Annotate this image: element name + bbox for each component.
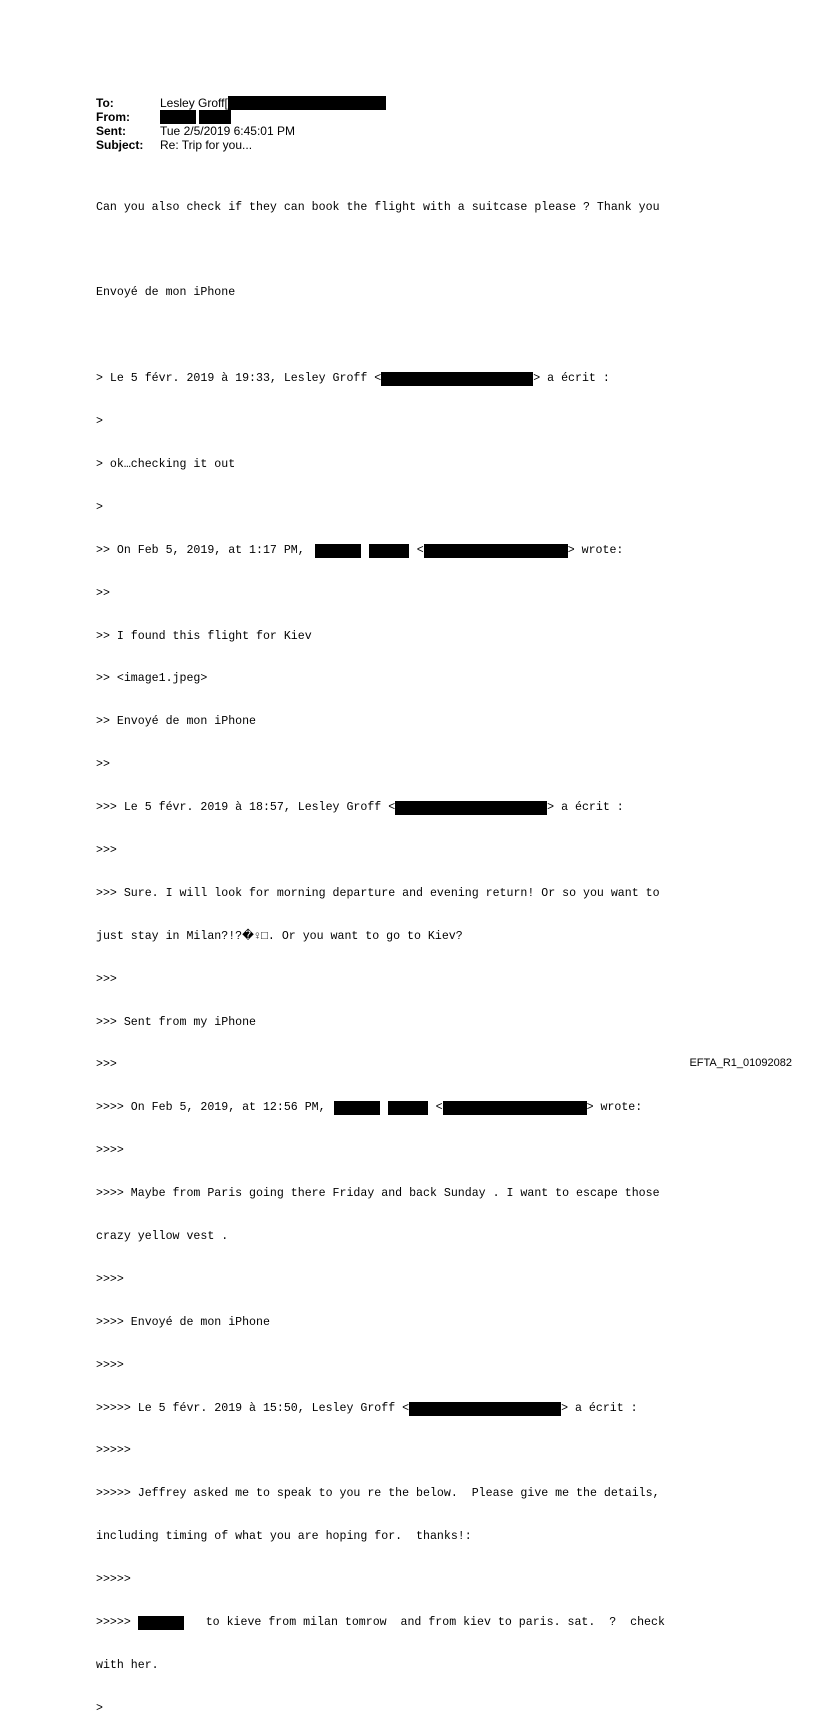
body-line: Can you also check if they can book the flight with a suitcase please ? Thank you: [96, 200, 660, 214]
redaction-bar: [443, 1101, 587, 1115]
quote-line: >>>>: [96, 1358, 124, 1372]
quote-line: >>>>>: [96, 1573, 131, 1587]
redaction-bar: [424, 544, 568, 558]
quote-line: >: [96, 1701, 103, 1715]
email-body: [96, 172, 736, 1730]
from-label: From:: [96, 110, 130, 124]
quote-line: crazy yellow vest .: [96, 1229, 229, 1243]
body-line: Envoyé de mon iPhone: [96, 286, 236, 300]
redaction-bar: [334, 1101, 380, 1115]
quote-line: >>>>: [96, 1144, 124, 1158]
redaction-bar: [160, 110, 196, 124]
quote-line: >>> Sure. I will look for morning departure and evening return! Or so you want to: [96, 886, 660, 900]
quote-line: just stay in Milan?!?�♀□. Or you want to go to Kiev?: [96, 929, 463, 943]
to-row: [96, 96, 386, 110]
from-value: [160, 110, 231, 124]
quote-line: >>>>>: [96, 1444, 131, 1458]
to-value: [160, 96, 386, 110]
from-row: [96, 110, 386, 124]
sent-label: Sent:: [96, 124, 126, 138]
sent-value: Tue 2/5/2019 6:45:01 PM: [160, 124, 295, 138]
quote-line: >: [96, 415, 103, 429]
sent-row: [96, 124, 386, 138]
quote-line: >>>> Envoyé de mon iPhone: [96, 1315, 270, 1329]
quote-line: >>: [96, 758, 110, 772]
quote-line: >>> Sent from my iPhone: [96, 1015, 257, 1029]
quote-line: >>>: [96, 843, 117, 857]
quote-line: >>>> Maybe from Paris going there Friday and back Sunday . I want to escape those: [96, 1187, 660, 1201]
redaction-bar: [395, 801, 547, 815]
subject-row: [96, 138, 386, 152]
quote-line: > ok…checking it out: [96, 457, 236, 471]
quote-line: >> Envoyé de mon iPhone: [96, 715, 257, 729]
quote-line: >> I found this flight for Kiev: [96, 629, 312, 643]
redaction-bar: [315, 544, 361, 558]
quote-line: >>>>> to kieve from milan tomrow and from kiev to paris. sat. ? check: [96, 1615, 665, 1629]
redaction-bar: [369, 544, 409, 558]
redaction-bar: [138, 1616, 184, 1630]
redaction-bar: [381, 372, 533, 386]
email-header: [96, 96, 386, 152]
quote-line: >>: [96, 586, 110, 600]
quote-line: >>>>: [96, 1272, 124, 1286]
document-id: EFTA_R1_01092082: [689, 1057, 792, 1069]
subject-label: Subject:: [96, 138, 144, 152]
redaction-bar: [388, 1101, 428, 1115]
quote-line: > Le 5 févr. 2019 à 19:33, Lesley Groff < > a écrit :: [96, 372, 610, 386]
quote-line: with her.: [96, 1658, 159, 1672]
quote-line: >>>> On Feb 5, 2019, at 12:56 PM, < > wrote:: [96, 1101, 643, 1115]
quote-line: >>>>> Jeffrey asked me to speak to you re the below. Please give me the details,: [96, 1487, 660, 1501]
quote-line: >> On Feb 5, 2019, at 1:17 PM, < > wrote:: [96, 543, 624, 557]
to-label: To:: [96, 96, 114, 110]
quote-line: >>>: [96, 972, 117, 986]
quote-line: >>>: [96, 1058, 117, 1072]
quote-line: >>>>> Le 5 févr. 2019 à 15:50, Lesley Groff < > a écrit :: [96, 1401, 638, 1415]
quote-line: including timing of what you are hoping for. thanks!:: [96, 1530, 472, 1544]
redaction-bar: [199, 110, 231, 124]
redaction-bar: [228, 96, 386, 110]
redaction-bar: [409, 1402, 561, 1416]
to-name: Lesley Groff[: [160, 96, 228, 110]
quote-line: >> <image1.jpeg>: [96, 672, 208, 686]
quote-line: >>> Le 5 févr. 2019 à 18:57, Lesley Groff < > a écrit :: [96, 801, 624, 815]
subject-value: Re: Trip for you...: [160, 138, 253, 152]
quote-line: >: [96, 500, 103, 514]
